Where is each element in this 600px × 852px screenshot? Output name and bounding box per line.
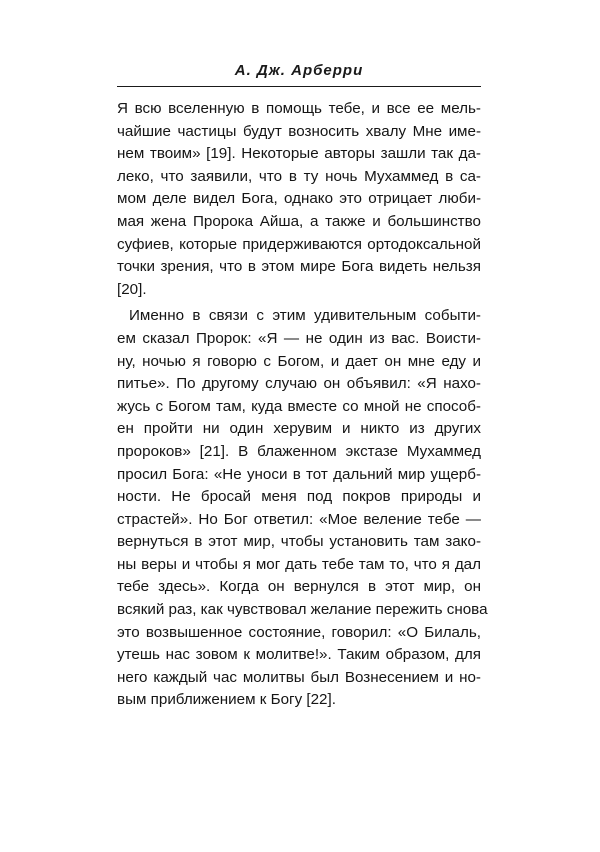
header-rule [117, 86, 481, 87]
text-line: Именно в связи с этим удивительным событи- [129, 307, 481, 325]
text-line: страстей». Но Бог ответил: «Мое веление тебе — [117, 510, 481, 528]
body-text [117, 98, 488, 716]
paragraph-2 [117, 305, 488, 712]
text-line: ну, ночью я говорю с Богом, и дает он мне еду и [117, 352, 481, 370]
text-line: [20]. [117, 280, 147, 298]
text-line: Я всю вселенную в помощь тебе, и все ее мель- [117, 100, 481, 117]
text-line: ности. Не бросай меня под покров природы и [117, 488, 481, 506]
text-line: вернуться в этот мир, чтобы установить там зако- [117, 533, 481, 551]
text-line: это возвышенное состояние, говорил: «О Билаль, [117, 623, 481, 641]
text-line: мая жена Пророка Айша, а также и большинство [117, 212, 481, 230]
paragraph-1 [117, 98, 481, 301]
text-line: жусь с Богом там, куда вместе со мной не способ- [117, 397, 481, 415]
text-line: питье». По другому случаю он объявил: «Я нахо- [117, 375, 481, 393]
text-line: нем твоим» [19]. Некоторые авторы зашли так да- [117, 145, 481, 163]
text-line: вым приближением к Богу [22]. [117, 691, 336, 709]
text-line: него каждый час молитвы был Вознесением и но- [117, 668, 481, 686]
text-line: ен пройти ни один херувим и никто из других [117, 420, 481, 438]
text-line: утешь нас зовом к молитве!». Таким образом, для [117, 646, 481, 664]
text-line: чайшие частицы будут возносить хвалу Мне име- [117, 122, 481, 140]
text-line: точки зрения, что в этом мире Бога видеть нельзя [117, 258, 481, 276]
text-line: леко, что заявили, что в ту ночь Мухаммед в са- [117, 167, 481, 185]
text-line: тебе здесь». Когда он вернулся в этот мир, он [117, 578, 481, 596]
text-line: всякий раз, как чувствовал желание пережить снова [117, 601, 488, 619]
text-line: суфиев, которые придерживаются ортодоксальной [117, 235, 481, 253]
text-line: пророков» [21]. В блаженном экстазе Мухаммед [117, 442, 481, 460]
text-line: мом деле видел Бога, однако это отрицает люби- [117, 190, 481, 208]
text-line: ем сказал Пророк: «Я — не один из вас. Воисти- [117, 329, 481, 347]
text-line: ны веры и чтобы я мог дать тебе там то, что я дал [117, 555, 481, 573]
running-head: А. Дж. Арберри [234, 62, 364, 79]
text-line: просил Бога: «Не уноси в тот дальний мир ущерб- [117, 465, 481, 483]
